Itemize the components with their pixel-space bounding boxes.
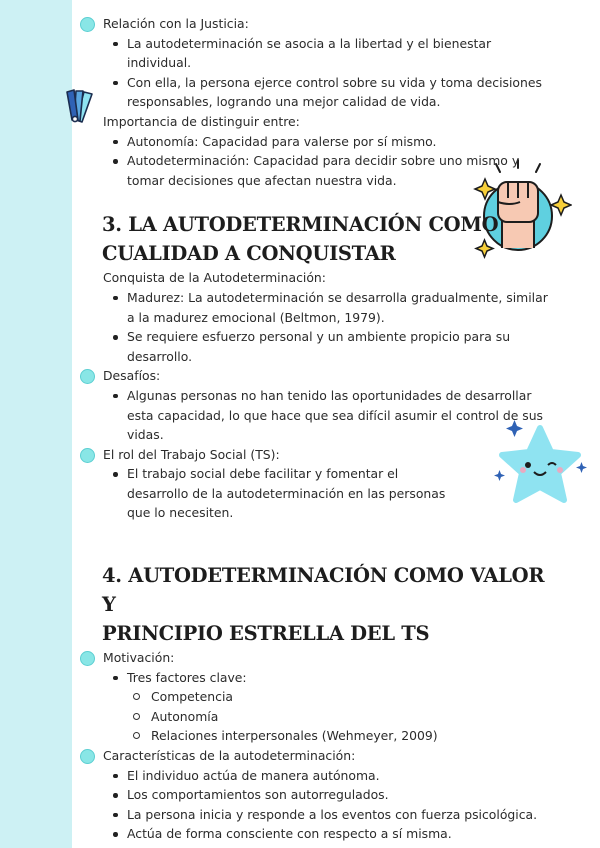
sub-list-item: Competencia xyxy=(127,687,550,707)
sub-list-item: Relaciones interpersonales (Wehmeyer, 2009) xyxy=(127,726,550,746)
section-heading: Desafíos: xyxy=(103,368,161,384)
list-item: Actúa de forma consciente con respecto a sí misma. xyxy=(103,824,550,844)
list-item: Tres factores clave: Competencia Autonomía Relaciones interpersonales (Wehmeyer, 2009) xyxy=(103,668,550,746)
list-item: La persona inicia y responde a los eventos con fuerza psicológica. xyxy=(103,805,550,825)
section-relacion-justicia xyxy=(80,14,550,112)
list-item: Autonomía: Capacidad para valerse por sí mismo. xyxy=(103,132,550,152)
section-conquista xyxy=(80,268,550,366)
list-item: Se requiere esfuerzo personal y un ambiente propicio para su desarrollo. xyxy=(103,327,550,366)
list-item: El trabajo social debe facilitar y fomentar el desarrollo de la autodeterminación en las personas que lo necesiten. xyxy=(103,464,463,523)
heading-section-3: 3. LA AUTODETERMINACIÓN COMO CUALIDAD A CONQUISTAR xyxy=(102,213,499,266)
sub-list-item: Autonomía xyxy=(127,707,550,727)
list-item: El individuo actúa de manera autónoma. xyxy=(103,766,550,786)
teal-bullet xyxy=(80,448,95,463)
teal-bullet xyxy=(80,651,95,666)
section-heading: Características de la autodeterminación: xyxy=(103,748,356,764)
document-body xyxy=(80,14,550,844)
section-heading: El rol del Trabajo Social (TS): xyxy=(103,446,280,462)
side-band xyxy=(0,0,72,848)
list-item: Algunas personas no han tenido las oportunidades de desarrollar esta capacidad, lo que hace que sea difícil asumir el control de sus vidas. xyxy=(103,386,550,445)
section-desafios xyxy=(80,366,550,444)
section-trabajo-social xyxy=(80,445,550,523)
list-item: Madurez: La autodeterminación se desarrolla gradualmente, similar a la madurez emocional (Beltmon, 1979). xyxy=(103,288,550,327)
list-item: Con ella, la persona ejerce control sobre su vida y toma decisiones responsables, logrando una mejor calidad de vida. xyxy=(103,73,550,112)
teal-bullet xyxy=(80,369,95,384)
section-heading: Relación con la Justicia: xyxy=(103,16,249,31)
section-importancia xyxy=(80,112,550,190)
teal-bullet xyxy=(80,17,95,32)
section-heading: Motivación: xyxy=(103,650,175,666)
list-item: La autodeterminación se asocia a la libertad y el bienestar individual. xyxy=(103,34,550,73)
section-motivacion xyxy=(80,648,550,746)
heading-section-4: 4. AUTODETERMINACIÓN COMO VALOR Y PRINCIPIO ESTRELLA DEL TS xyxy=(102,564,545,646)
section-caracteristicas xyxy=(80,746,550,844)
list-item: Autodeterminación: Capacidad para decidir sobre uno mismo y tomar decisiones que afectan nuestra vida. xyxy=(103,151,550,190)
teal-bullet xyxy=(80,749,95,764)
section-heading: Conquista de la Autodeterminación: xyxy=(103,270,326,286)
section-heading: Importancia de distinguir entre: xyxy=(103,113,300,129)
list-item: Los comportamientos son autorregulados. xyxy=(103,785,550,805)
